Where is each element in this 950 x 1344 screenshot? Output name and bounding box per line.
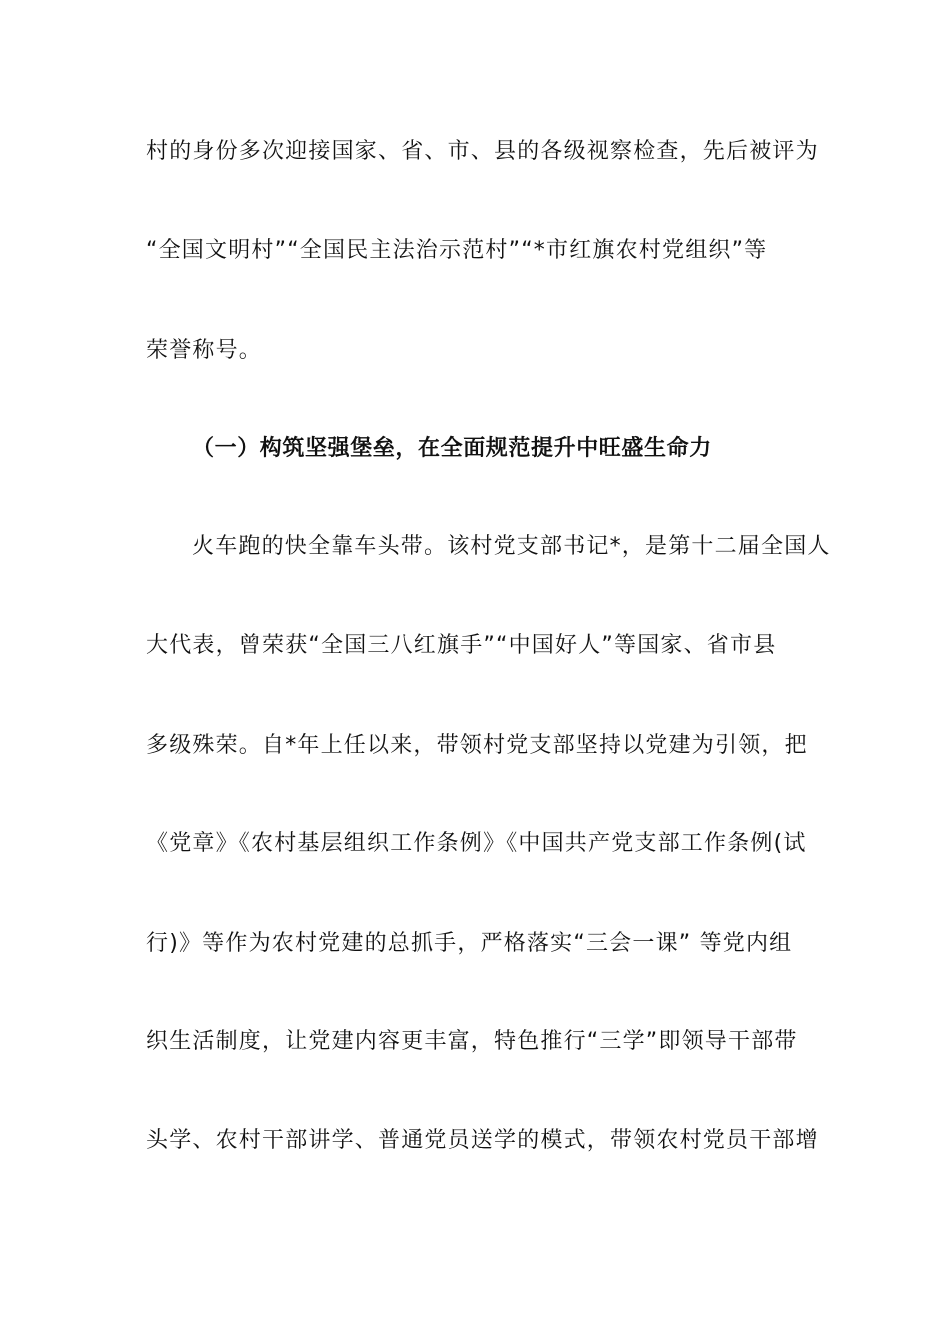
paragraph-line: 火车跑的快全靠车头带。该村党支部书记*，是第十二届全国人 bbox=[192, 534, 831, 559]
section-heading: （一）构筑坚强堡垒，在全面规范提升中旺盛生命力 bbox=[192, 436, 712, 461]
paragraph-line: 大代表，曾荣获“全国三八红旗手”“中国好人”等国家、省市县 bbox=[146, 633, 777, 658]
text-line: “全国文明村”“全国民主法治示范村”“*市红旗农村党组织”等 bbox=[146, 238, 768, 263]
text-line: 荣誉称号。 bbox=[146, 338, 263, 363]
paragraph-line: 头学、农村干部讲学、普通党员送学的模式，带领农村党员干部增 bbox=[146, 1128, 819, 1153]
paragraph-line: 《党章》《农村基层组织工作条例》《中国共产党支部工作条例(试 bbox=[146, 831, 807, 856]
paragraph-line: 行)》等作为农村党建的总抓手，严格落实“三会一课” 等党内组 bbox=[146, 931, 793, 956]
paragraph-line: 织生活制度，让党建内容更丰富，特色推行“三学”即领导干部带 bbox=[146, 1029, 798, 1054]
text-line: 村的身份多次迎接国家、省、市、县的各级视察检查，先后被评为 bbox=[146, 139, 819, 164]
paragraph-line: 多级殊荣。自*年上任以来，带领村党支部坚持以党建为引领，把 bbox=[146, 733, 808, 758]
